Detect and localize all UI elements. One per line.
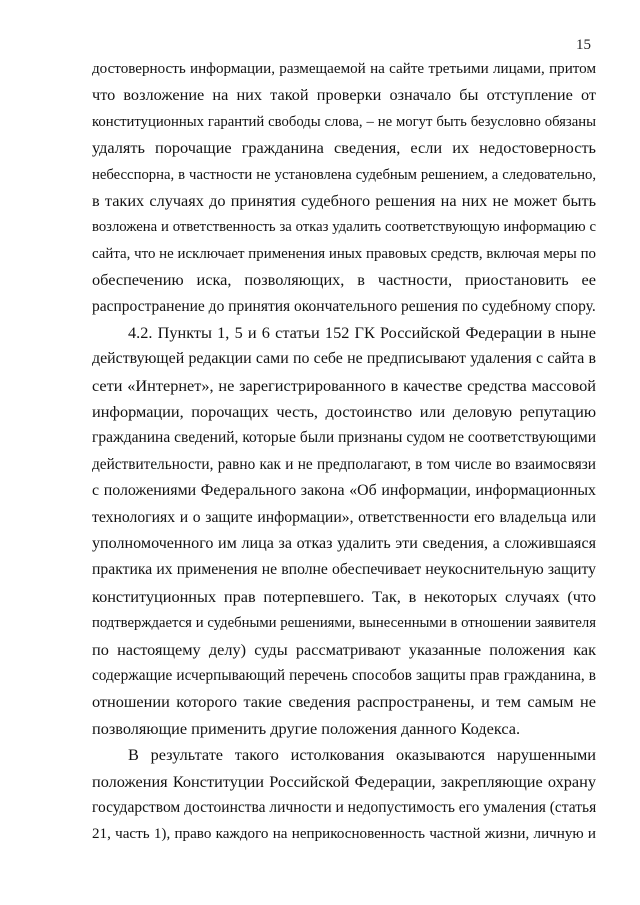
text-line: уполномоченного им лица за отказ удалить эти сведения, а сложившаяся (92, 535, 596, 553)
text-line: В результате такого истолкования оказываются нарушенными (128, 745, 596, 765)
text-line: практика их применения не вполне обеспечивает неукоснительную защиту (92, 561, 596, 579)
text-line: государством достоинства личности и недопустимость его умаления (статья (92, 798, 597, 816)
body-text (92, 56, 596, 848)
text-line: конституционных прав потерпевшего. Так, в некоторых случаях (что (92, 586, 596, 606)
text-line: положения Конституции Российской Федерации, закрепляющие охрану (92, 771, 596, 791)
text-line: по настоящему делу) суды рассматривают указанные положения как (92, 639, 596, 659)
text-line: сайта, что не исключает применения иных правовых средств, включая меры по (92, 245, 596, 262)
text-line: удалять порочащие гражданина сведения, если их недостоверность (92, 138, 596, 158)
text-line: действительности, равно как и не предполагают, в том числе во взаимосвязи (92, 455, 596, 473)
text-line: 4.2. Пункты 1, 5 и 6 статьи 152 ГК Российской Федерации в ныне (128, 322, 596, 342)
text-line: в таких случаях до принятия судебного решения на них не может быть (92, 190, 596, 210)
text-line: распространение до принятия окончательного решения по судебному спору. (92, 297, 596, 315)
text-line: возложена и ответственность за отказ удалить соответствующую информацию с (92, 219, 596, 236)
text-line: позволяющие применить другие положения данного Кодекса. (92, 718, 521, 738)
text-line: информации, порочащих честь, достоинство или деловую репутацию (92, 402, 596, 422)
text-line: конституционных гарантий свободы слова, – не могут быть безусловно обязаны (92, 113, 596, 130)
text-line: 21, часть 1), право каждого на неприкосновенность частной жизни, личную и (92, 826, 596, 843)
page-number: 15 (576, 37, 591, 53)
text-line: отношении которого такие сведения распространены, и тем самым не (92, 692, 596, 712)
text-line: технологиях и о защите информации», ответственности его владельца или (92, 508, 596, 526)
text-line: содержащие исчерпывающий перечень способов защиты прав гражданина, в (92, 666, 596, 684)
text-line: достоверность информации, размещаемой на сайте третьими лицами, притом (92, 61, 596, 77)
text-line: гражданина сведений, которые были признаны судом не соответствующими (92, 429, 596, 447)
text-line: сети «Интернет», не зарегистрированного в качестве средства массовой (92, 375, 596, 395)
text-line: небесспорна, в частности не установлена судебным решением, а следовательно, (92, 166, 596, 183)
text-line: с положениями Федерального закона «Об информации, информационных (92, 482, 596, 500)
text-line: что возложение на них такой проверки означало бы отступление от (92, 85, 596, 105)
text-line: обеспечению иска, позволяющих, в частности, приостановить ее (92, 270, 596, 290)
text-line: подтверждается и судебными решениями, вынесенными в отношении заявителя (92, 615, 596, 632)
text-line: действующей редакции сами по себе не предписывают удаления с сайта в (92, 350, 596, 368)
